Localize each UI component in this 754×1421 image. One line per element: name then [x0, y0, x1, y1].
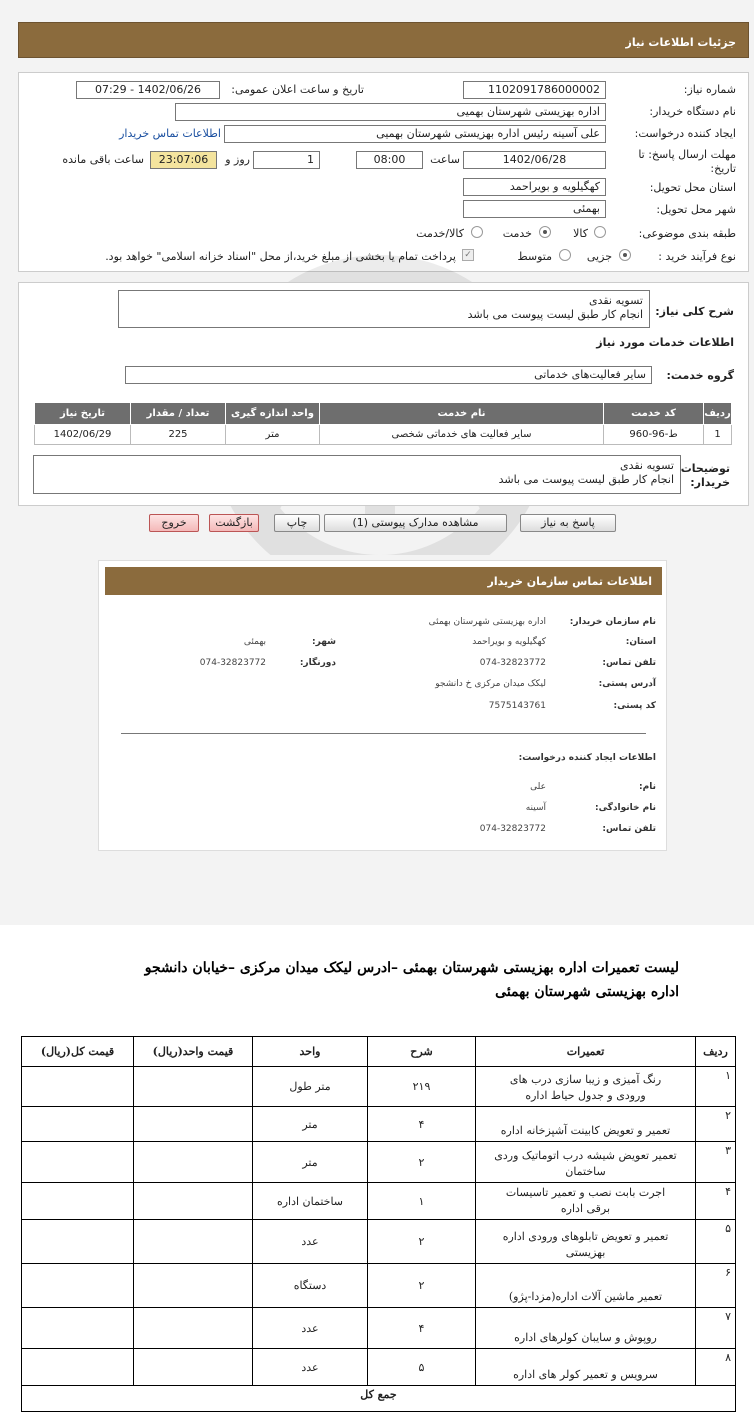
rep-total-price [22, 1349, 134, 1386]
rep-qty: ۵ [368, 1349, 476, 1386]
cell-date: 1402/06/29 [35, 425, 131, 445]
col-name: نام خدمت [320, 403, 604, 425]
rep-qty: ۲۱۹ [368, 1067, 476, 1107]
category-option-goods: کالا [573, 227, 588, 240]
exit-button[interactable]: خروج [149, 514, 199, 532]
rep-qty: ۴ [368, 1308, 476, 1349]
buyer-notes-line-2: انجام کار طبق لیست پیوست می باشد [498, 473, 674, 486]
rep-total-price [22, 1183, 134, 1220]
rep-desc: روپوش و سایبان کولرهای اداره [476, 1308, 696, 1349]
category-option-both: کالا/خدمت [416, 227, 464, 240]
total-row [22, 1386, 736, 1412]
rep-desc: تعمیر ماشین آلات اداره(مزدا-پژو) [476, 1264, 696, 1308]
deadline-label-1: مهلت ارسال پاسخ: تا [638, 148, 736, 161]
deadline-label-2: تاریخ: [710, 162, 736, 175]
buyer-notes-label-2: خریدار: [690, 476, 730, 489]
services-header-row [35, 403, 732, 425]
days-label: روز و [225, 153, 250, 166]
rep-desc: تعمیر و تعویض تابلوهای ورودی اداره بهزیستی [476, 1220, 696, 1264]
org-value: اداره بهزیستی شهرستان بهمئی [428, 617, 546, 627]
rep-col-row: ردیف [696, 1037, 736, 1067]
rep-col-desc: شرح [368, 1037, 476, 1067]
table-row [22, 1067, 736, 1107]
back-button[interactable]: بازگشت [209, 514, 259, 532]
days-field: 1 [253, 151, 320, 169]
rep-num: ۶ [696, 1264, 736, 1308]
summary-line-2: انجام کار طبق لیست پیوست می باشد [467, 308, 643, 321]
rep-unit-price [134, 1349, 253, 1386]
rep-total-price [22, 1308, 134, 1349]
rep-col-unit-price: قیمت واحد(ریال) [134, 1037, 253, 1067]
rep-unit-price [134, 1067, 253, 1107]
city-label: شهر محل تحویل: [656, 203, 736, 216]
doc-title-line-2: اداره بهزیستی شهرستان بهمئی [495, 984, 679, 1000]
table-row [22, 1220, 736, 1264]
service-group-label: گروه خدمت: [666, 369, 734, 382]
table-row [35, 425, 732, 445]
doc-title-line-1: لیست تعمیرات اداره بهزیستی شهرستان بهمئی –ادرس لیکک میدان مرکزی –خیابان دانشجو [144, 960, 679, 976]
col-row: ردیف [704, 403, 732, 425]
phone-label: تلفن تماس: [602, 658, 656, 668]
rep-unit: متر [253, 1142, 368, 1183]
rep-desc: تعمیر تعویض شیشه درب اتوماتیک وردی ساختمان [476, 1142, 696, 1183]
city-contact-value: بهمئی [243, 637, 266, 647]
print-button[interactable]: چاپ [274, 514, 320, 532]
creator-label: ایجاد کننده درخواست: [634, 127, 736, 140]
rep-desc: اجرت بابت نصب و تعمیر تاسیسات برقی اداره [476, 1183, 696, 1220]
category-radio-service[interactable] [539, 226, 551, 238]
rep-qty: ۴ [368, 1107, 476, 1142]
table-row [22, 1264, 736, 1308]
postal-code-value: 7575143761 [488, 701, 546, 711]
rep-unit-price [134, 1264, 253, 1308]
announce-field: 1402/06/26 - 07:29 [76, 81, 220, 99]
city-field: بهمئی [463, 200, 606, 218]
rep-qty: ۲ [368, 1142, 476, 1183]
rep-unit: عدد [253, 1308, 368, 1349]
contact-card-header [105, 567, 662, 595]
rep-qty: ۲ [368, 1264, 476, 1308]
buyer-contact-link[interactable]: اطلاعات تماس خریدار [119, 127, 221, 140]
province-contact-label: استان: [625, 637, 656, 647]
table-row [22, 1183, 736, 1220]
rep-total-price [22, 1142, 134, 1183]
rep-unit: ساختمان اداره [253, 1183, 368, 1220]
payment-note: پرداخت تمام یا بخشی از مبلغ خرید،از محل "اسناد خزانه اسلامی" خواهد بود. [105, 250, 456, 263]
announce-label: تاریخ و ساعت اعلان عمومی: [231, 83, 364, 96]
province-label: استان محل تحویل: [649, 181, 736, 194]
deadline-time-field: 08:00 [356, 151, 423, 169]
cell-name: سایر فعالیت های خدماتی شخصی [320, 425, 604, 445]
remaining-label: ساعت باقی مانده [62, 153, 144, 166]
rep-num: ۷ [696, 1308, 736, 1349]
reply-button[interactable]: پاسخ به نیاز [520, 514, 616, 532]
need-number-label: شماره نیاز: [683, 83, 736, 96]
phone-value: 074-32823772 [479, 658, 546, 668]
province-contact-value: کهگیلویه و بویراحمد [472, 637, 546, 647]
rep-unit-price [134, 1107, 253, 1142]
purchase-label: نوع فرآیند خرید : [658, 250, 736, 263]
deadline-date-field: 1402/06/28 [463, 151, 606, 169]
creator-phone-value: 074-32823772 [479, 824, 546, 834]
services-table [34, 402, 732, 445]
fax-label: دورنگار: [299, 658, 336, 668]
table-row [22, 1107, 736, 1142]
col-date: تاریخ نیاز [35, 403, 131, 425]
rep-num: ۴ [696, 1183, 736, 1220]
creator-section-title: اطلاعات ایجاد کننده درخواست: [518, 753, 656, 763]
rep-desc: سرویس و تعمیر کولر های اداره [476, 1349, 696, 1386]
cell-unit: متر [226, 425, 320, 445]
cell-qty: 225 [131, 425, 226, 445]
rep-unit: عدد [253, 1349, 368, 1386]
city-contact-label: شهر: [312, 637, 336, 647]
address-label: آدرس پستی: [598, 679, 656, 689]
rep-col-total-price: قیمت کل(ریال) [22, 1037, 134, 1067]
category-radio-both[interactable] [471, 226, 483, 238]
summary-label: شرح کلی نیاز: [655, 305, 734, 318]
need-info-panel [18, 72, 749, 272]
rep-desc: تعمیر و تعویض کابینت آشپزخانه اداره [476, 1107, 696, 1142]
rep-total-price [22, 1264, 134, 1308]
rep-num: ۵ [696, 1220, 736, 1264]
service-group-field: سایر فعالیت‌های خدماتی [125, 366, 652, 384]
creator-family-value: آسینه [525, 803, 546, 813]
page-header [18, 22, 749, 58]
need-number-field: 1102091786000002 [463, 81, 606, 99]
rep-unit-price [134, 1142, 253, 1183]
creator-family-label: نام خانوادگی: [594, 803, 656, 813]
col-unit: واحد اندازه گیری [226, 403, 320, 425]
table-row [22, 1349, 736, 1386]
category-label: طبقه بندی موضوعی: [638, 227, 736, 240]
province-field: کهگیلویه و بویراحمد [463, 178, 606, 196]
rep-unit: دستگاه [253, 1264, 368, 1308]
creator-name-value: علی [530, 782, 546, 792]
treasury-checkbox[interactable]: ✓ [462, 249, 474, 261]
purchase-option-partial: جزیی [586, 250, 612, 263]
rep-unit: متر طول [253, 1067, 368, 1107]
rep-num: ۸ [696, 1349, 736, 1386]
rep-total-price [22, 1107, 134, 1142]
rep-unit: عدد [253, 1220, 368, 1264]
rep-desc: رنگ آمیزی و زیبا سازی درب های ورودی و جدول حیاط اداره [476, 1067, 696, 1107]
table-row [22, 1142, 736, 1183]
rep-num: ۳ [696, 1142, 736, 1183]
summary-line-1: تسویه نقدی [588, 294, 643, 307]
contact-card [98, 560, 667, 851]
buyer-notes-box [33, 455, 681, 494]
category-radio-goods[interactable] [594, 226, 606, 238]
purchase-option-medium: متوسط [517, 250, 552, 263]
remaining-time-field: 23:07:06 [150, 151, 217, 169]
cell-row: 1 [704, 425, 732, 445]
rep-num: ۱ [696, 1067, 736, 1107]
creator-name-label: نام: [639, 782, 656, 792]
creator-phone-label: تلفن تماس: [602, 824, 656, 834]
repairs-header-row [22, 1037, 736, 1067]
rep-col-unit: واحد [253, 1037, 368, 1067]
rep-num: ۲ [696, 1107, 736, 1142]
postal-code-label: کد پستی: [613, 701, 656, 711]
rep-unit: متر [253, 1107, 368, 1142]
buyer-notes-line-1: تسویه نقدی [619, 459, 674, 472]
rep-unit-price [134, 1308, 253, 1349]
org-label: نام سازمان خریدار: [569, 617, 656, 627]
rep-total-price [22, 1067, 134, 1107]
creator-field: علی آسینه رئیس اداره بهزیستی شهرستان بهمیی [224, 125, 606, 143]
summary-box [118, 290, 650, 328]
view-attachments-button[interactable]: مشاهده مدارک پیوستی (1) [324, 514, 507, 532]
col-qty: تعداد / مقدار [131, 403, 226, 425]
rep-qty: ۲ [368, 1220, 476, 1264]
page-title: جزئیات اطلاعات نیاز [625, 36, 736, 49]
rep-unit-price [134, 1220, 253, 1264]
deadline-time-label: ساعت [430, 153, 460, 166]
col-code: کد خدمت [604, 403, 704, 425]
address-value: لیکک میدان مرکزی خ دانشجو [435, 679, 546, 689]
category-option-service: خدمت [502, 227, 532, 240]
contact-card-title: اطلاعات تماس سازمان خریدار [487, 575, 652, 588]
rep-unit-price [134, 1183, 253, 1220]
services-title: اطلاعات خدمات مورد نیاز [596, 336, 734, 349]
rep-col-repairs: تعمیرات [476, 1037, 696, 1067]
rep-total-price [22, 1220, 134, 1264]
repairs-table [21, 1036, 736, 1412]
total-label: جمع کل [22, 1386, 736, 1412]
buyer-field: اداره بهزیستی شهرستان بهمیی [175, 103, 606, 121]
fax-value: 074-32823772 [199, 658, 266, 668]
buyer-label: نام دستگاه خریدار: [649, 105, 736, 118]
buyer-notes-label-1: توضیحات [680, 462, 730, 475]
table-row [22, 1308, 736, 1349]
cell-code: ط-96-960 [604, 425, 704, 445]
contact-divider [121, 733, 646, 734]
rep-qty: ۱ [368, 1183, 476, 1220]
